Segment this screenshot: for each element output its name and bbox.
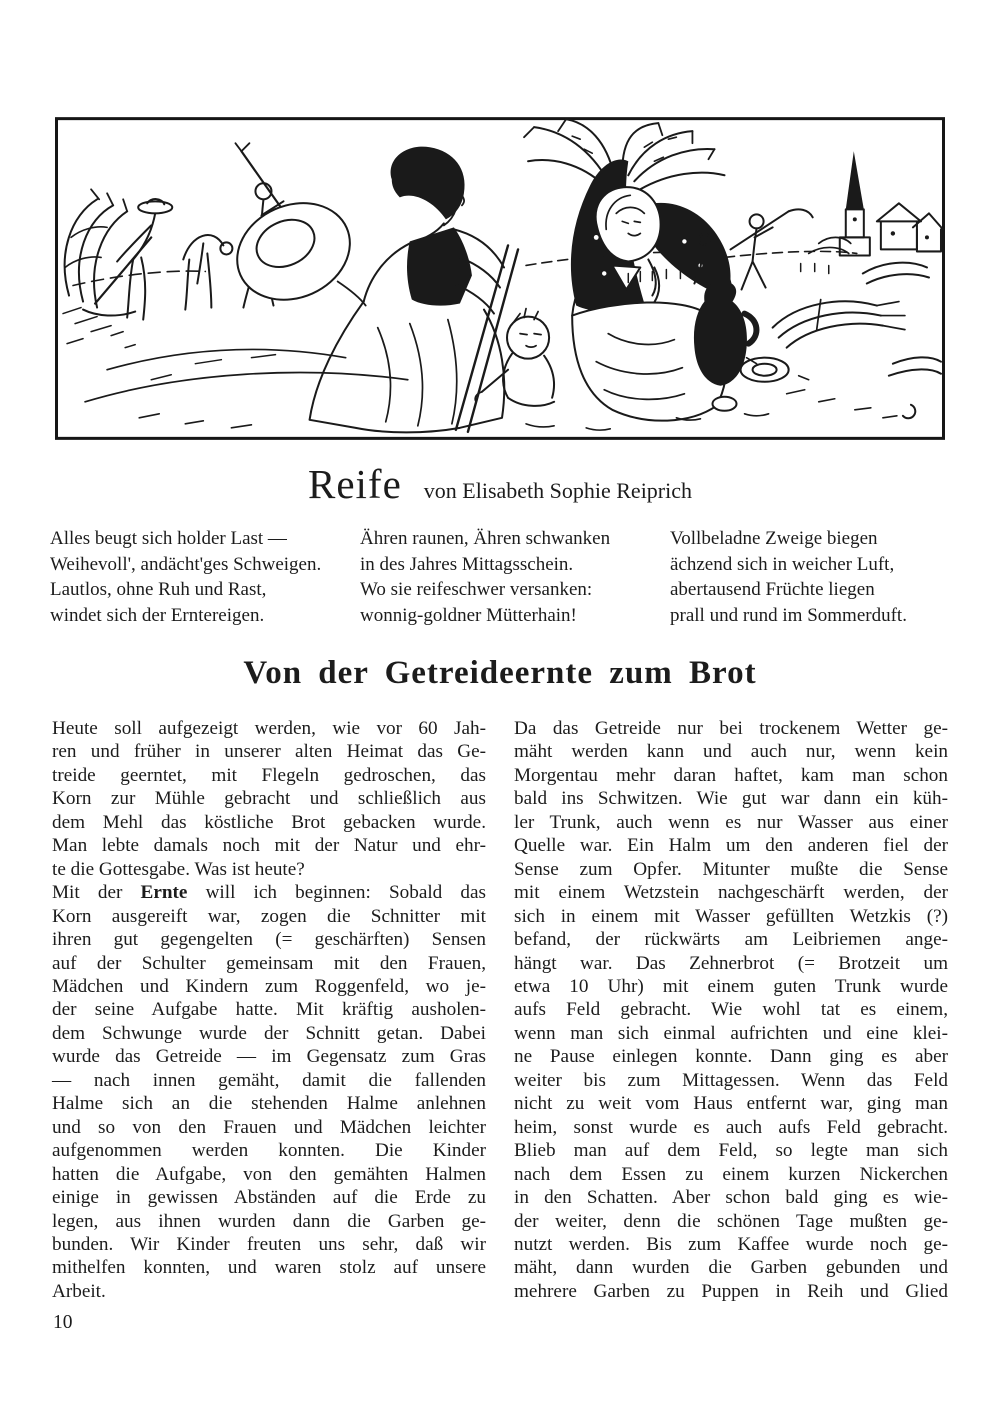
article-line: treide geerntet, mit Flegeln gedroschen, das bbox=[52, 764, 486, 786]
article-line: Sense zum Opfer. Mitunter mußte die Sense bbox=[514, 858, 948, 880]
article-line: Blieb man auf dem Feld, so legte man sich bbox=[514, 1140, 948, 1162]
poem-line: Vollbeladne Zweige biegen bbox=[670, 528, 878, 549]
article-line: mithelfen konnten, und waren stolz auf unsere bbox=[52, 1257, 486, 1279]
harvest-scene-woodcut-icon bbox=[55, 117, 945, 440]
article-line: heim, sonst wurde es auch aufs Feld gebracht. bbox=[514, 1116, 948, 1138]
poem-line: Lautlos, ohne Ruh und Rast, bbox=[50, 579, 267, 600]
article-column bbox=[514, 717, 948, 1303]
poem-line: abertausend Früchte liegen bbox=[670, 579, 875, 600]
poem-title-row bbox=[0, 461, 1000, 507]
article-line: etwa 10 Uhr) mit einem guten Trunk wurde bbox=[514, 975, 948, 997]
article-line: Quelle war. Ein Halm um den anderen fiel der bbox=[514, 835, 948, 857]
poem-line: in des Jahres Mittagsschein. bbox=[360, 553, 574, 575]
poem-byline: von Elisabeth Sophie Reiprich bbox=[423, 478, 693, 503]
poem-line: Weihevoll', andächt'ges Schweigen. bbox=[50, 553, 322, 575]
poem-stanza bbox=[670, 526, 950, 628]
article-line: mehrere Garben zu Puppen in Reih und Glied bbox=[514, 1280, 948, 1302]
article-line: mäht, dann wurden die Garben gebunden und bbox=[514, 1257, 948, 1279]
article-line: nutzt werden. Bis zum Kaffee wurde noch ge- bbox=[514, 1233, 948, 1255]
article-line: und so von den Frauen und Mädchen leichter bbox=[52, 1116, 486, 1138]
article-line: hatten die Aufgabe, von den gemähten Halmen bbox=[52, 1163, 486, 1185]
article-line: aufgenommen werden konnten. Die Kinder bbox=[52, 1140, 486, 1162]
article-line: dem Schwunge wurde der Schnitt getan. Dabei bbox=[52, 1022, 486, 1044]
article-line: Man lebte damals noch mit der Natur und ehr- bbox=[52, 835, 486, 857]
article-line: Mit der Ernte will ich beginnen: Sobald das bbox=[52, 882, 486, 904]
article-line: sich in einem mit Wasser gefüllten Wetzkis (?) bbox=[514, 905, 948, 927]
article-line: Mädchen und Kindern zum Roggenfeld, wo je- bbox=[52, 975, 486, 997]
poem-line: ächzend sich in weicher Luft, bbox=[670, 553, 895, 575]
page-number: 10 bbox=[53, 1312, 73, 1333]
article-line: wurde das Getreide — im Gegensatz zum Gras bbox=[52, 1046, 486, 1068]
article-line: aufs Feld gebracht. Wie wohl tat es einem, bbox=[514, 999, 948, 1021]
article-line: weiter bis zum Mittagessen. Wenn das Feld bbox=[514, 1069, 948, 1091]
article-line: Halme sich an die stehenden Halme anlehnen bbox=[52, 1093, 486, 1115]
poem-line: Ähren raunen, Ähren schwanken bbox=[360, 528, 611, 549]
article-line: dem Mehl das köstliche Brot gebacken wurde. bbox=[52, 811, 486, 833]
article-line: te die Gottesgabe. Was ist heute? bbox=[52, 858, 305, 880]
poem-stanza bbox=[50, 526, 360, 628]
article-line: befand, der rückwärts am Leibriemen ange- bbox=[514, 929, 948, 951]
article-line: bunden. Wir Kinder freuten uns sehr, daß wir bbox=[52, 1233, 486, 1255]
article-line: — nach innen gemäht, damit die fallenden bbox=[52, 1069, 486, 1091]
poem-line: wonnig-goldner Mütterhain! bbox=[360, 604, 577, 626]
harvest-illustration bbox=[55, 117, 945, 440]
article-line: nicht zu weit vom Haus entfernt war, ging man bbox=[514, 1093, 948, 1115]
article-line: ne Pause einlegen konnte. Dann ging es aber bbox=[514, 1046, 948, 1068]
poem-title: Reife bbox=[307, 461, 402, 507]
article-line: ren und früher in unserer alten Heimat das Ge- bbox=[52, 741, 486, 763]
poem-columns bbox=[50, 526, 950, 628]
article-line: Morgentau mehr daran haftet, kam man schon bbox=[514, 764, 948, 786]
article-line: wenn man sich einmal aufrichten und eine klei- bbox=[514, 1022, 948, 1044]
poem-line: prall und rund im Sommerduft. bbox=[670, 604, 907, 626]
article-line: der seine Aufgabe hatte. Mit kräftig ausholen- bbox=[52, 999, 486, 1021]
poem-stanza bbox=[360, 526, 670, 628]
poem-line: Wo sie reifeschwer versanken: bbox=[360, 579, 593, 600]
article-line: mit einem Wetzstein nachgeschärft werden, der bbox=[514, 882, 948, 904]
poem-line: windet sich der Erntereigen. bbox=[50, 604, 265, 626]
article-line: der weiter, denn die schönen Tage mußten ge- bbox=[514, 1210, 948, 1232]
article-line: Arbeit. bbox=[52, 1280, 106, 1302]
article-line: nach dem Essen zu einem kurzen Nickerchen bbox=[514, 1163, 948, 1185]
article-columns bbox=[52, 717, 948, 1303]
article-line: mäht werden kann und auch nur, wenn kein bbox=[514, 741, 948, 763]
article-heading: Von der Getreideernte zum Brot bbox=[243, 655, 757, 691]
article-line: einige in gewissen Abständen auf die Erde zu bbox=[52, 1187, 486, 1209]
article-line: legen, aus ihnen wurden dann die Garben ge- bbox=[52, 1210, 486, 1232]
article-line: Heute soll aufgezeigt werden, wie vor 60 Jah- bbox=[52, 718, 486, 739]
article-line: Korn zur Mühle gebracht und schließlich aus bbox=[52, 788, 486, 810]
article-line: ler Trunk, auch wenn es nur Wasser aus einer bbox=[514, 811, 948, 833]
poem-line: Alles beugt sich holder Last — bbox=[50, 528, 287, 549]
article-line: ihren gut gegengelten (= geschärften) Sensen bbox=[52, 929, 486, 951]
article-line: in den Schatten. Aber schon bald ging es wie- bbox=[514, 1187, 948, 1209]
article-line: Da das Getreide nur bei trockenem Wetter ge- bbox=[514, 718, 948, 739]
article-column bbox=[52, 717, 486, 1303]
article-line: Korn ausgereift war, zogen die Schnitter mit bbox=[52, 905, 486, 927]
article-line: hängt war. Das Zehnerbrot (= Brotzeit um bbox=[514, 952, 948, 974]
article-line: auf der Schulter gemeinsam mit den Frauen, bbox=[52, 952, 486, 974]
article-line: bald ins Schwitzen. Wie gut war dann ein küh- bbox=[514, 788, 948, 810]
